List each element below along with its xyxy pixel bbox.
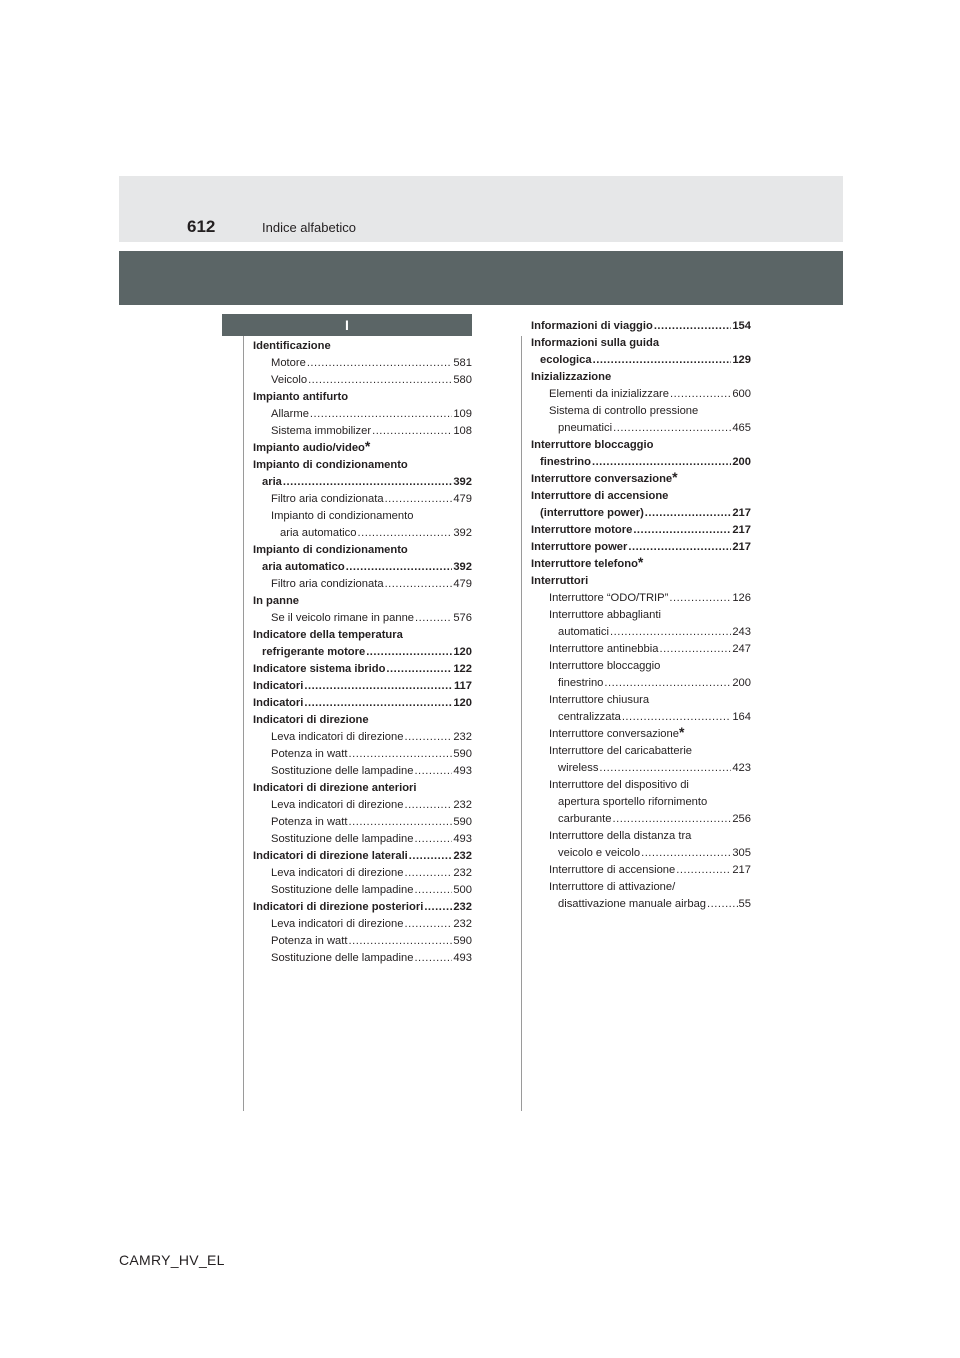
index-entry-page: 590 — [453, 816, 472, 828]
dot-leader — [645, 505, 732, 522]
index-entry-page: 493 — [453, 952, 472, 964]
index-entry-page: 126 — [732, 592, 751, 604]
index-entry — [253, 661, 472, 678]
index-entry-text: Interruttore del dispositivo di — [549, 779, 689, 791]
index-entry-text: Impianto audio/video — [253, 442, 365, 454]
index-entry-page: 232 — [453, 867, 472, 879]
index-entry-text: Sostituzione delle lampadine — [271, 884, 414, 896]
index-entry-text: Interruttore “ODO/TRIP” — [549, 592, 669, 604]
document-code: CAMRY_HV_EL — [119, 1252, 225, 1268]
dot-leader — [707, 896, 738, 913]
dot-leader — [676, 862, 731, 879]
index-column-left — [253, 338, 472, 967]
index-entry-page: 590 — [453, 748, 472, 760]
page-number: 612 — [187, 217, 216, 236]
index-entry-text: Interruttore bloccaggio — [531, 439, 654, 451]
index-entry-text: Interruttore antinebbia — [549, 643, 659, 655]
index-entry — [253, 423, 472, 440]
index-entry-text: Interruttore bloccaggio — [549, 660, 661, 672]
index-entry-text: Indicatori di direzione laterali — [253, 850, 408, 862]
dot-leader — [349, 933, 453, 950]
index-entry-text: Interruttore della distanza tra — [549, 830, 692, 842]
index-entry — [253, 338, 472, 355]
index-entry-text: aria — [262, 476, 282, 488]
dot-leader — [366, 644, 452, 661]
index-entry — [531, 505, 751, 522]
index-entry — [253, 593, 472, 610]
index-column-right — [531, 318, 751, 913]
index-entry-text: Interruttore del caricabatterie — [549, 745, 693, 757]
index-entry — [531, 811, 751, 828]
index-entry-text: Se il veicolo rimane in panne — [271, 612, 415, 624]
index-entry-page: 243 — [732, 626, 751, 638]
dot-leader — [641, 845, 731, 862]
index-entry-text: Informazioni di viaggio — [531, 320, 653, 332]
index-entry — [253, 627, 472, 644]
column-rule-middle — [521, 336, 522, 1111]
index-entry — [531, 624, 751, 641]
dot-leader — [669, 590, 731, 607]
index-entry-page: 217 — [732, 864, 751, 876]
index-entry-text: wireless — [558, 762, 599, 774]
index-entry — [253, 474, 472, 491]
index-entry — [253, 491, 472, 508]
index-entry-page: 129 — [732, 354, 751, 366]
index-letter-heading: I — [222, 314, 472, 336]
index-entry — [531, 760, 751, 777]
index-entry-page: 232 — [453, 850, 472, 862]
index-entry — [531, 709, 751, 726]
index-entry-text: Sistema di controllo pressione — [549, 405, 699, 417]
dot-leader — [304, 695, 452, 712]
index-entry-page: 493 — [453, 833, 472, 845]
index-entry-text: Impianto di condizionamento — [271, 510, 414, 522]
index-entry — [253, 763, 472, 780]
index-entry-text: automatici — [558, 626, 609, 638]
index-entry-page: 465 — [732, 422, 751, 434]
dot-leader — [404, 865, 452, 882]
index-entry — [253, 525, 472, 542]
index-entry — [531, 607, 751, 624]
index-entry-text: Veicolo — [271, 374, 308, 386]
dot-leader — [385, 576, 453, 593]
index-entry-page: 493 — [453, 765, 472, 777]
dot-leader — [599, 760, 731, 777]
index-entry-page: 576 — [453, 612, 472, 624]
index-entry — [253, 780, 472, 797]
index-entry-page: 580 — [453, 374, 472, 386]
index-entry-text: Sostituzione delle lampadine — [271, 833, 414, 845]
index-entry — [531, 896, 751, 913]
index-entry-text: carburante — [558, 813, 612, 825]
index-entry-text: centralizzata — [558, 711, 621, 723]
index-entry-page: 217 — [732, 541, 751, 553]
index-entry-page: 200 — [732, 456, 751, 468]
index-entry — [531, 777, 751, 794]
index-entry-text: aria automatico — [280, 527, 357, 539]
dot-leader — [404, 729, 452, 746]
index-entry — [531, 794, 751, 811]
index-entry: Interruttore conversazione * — [531, 471, 751, 488]
index-entry — [531, 369, 751, 386]
index-entry — [531, 845, 751, 862]
dot-leader — [654, 318, 732, 335]
index-entry: Impianto audio/video * — [253, 440, 472, 457]
index-entry — [531, 386, 751, 403]
index-entry-page: 590 — [453, 935, 472, 947]
index-entry-text: Inizializzazione — [531, 371, 612, 383]
dot-leader — [414, 763, 452, 780]
index-entry-text: Allarme — [271, 408, 309, 420]
dot-leader — [414, 950, 452, 967]
index-entry — [253, 865, 472, 882]
index-entry-text: Informazioni sulla guida — [531, 337, 660, 349]
index-entry-text: Sistema immobilizer — [271, 425, 372, 437]
index-entry-page: 247 — [732, 643, 751, 655]
index-entry — [531, 573, 751, 590]
index-entry-text: Interruttore abbaglianti — [549, 609, 661, 621]
index-entry-text: Impianto di condizionamento — [253, 459, 408, 471]
index-entry-text: Indicatori — [253, 680, 304, 692]
dot-leader — [349, 746, 453, 763]
index-entry-page: 305 — [732, 847, 751, 859]
dot-leader — [659, 641, 731, 658]
index-entry-text: Filtro aria condizionata — [271, 578, 384, 590]
index-entry — [253, 576, 472, 593]
index-entry-page: 217 — [732, 507, 751, 519]
index-entry — [253, 508, 472, 525]
index-entry-page: 479 — [453, 578, 472, 590]
index-entry-text: Sostituzione delle lampadine — [271, 952, 414, 964]
index-entry — [253, 406, 472, 423]
dot-leader — [404, 916, 452, 933]
index-entry-text: disattivazione manuale airbag — [558, 898, 707, 910]
index-entry-text: aria automatico — [262, 561, 345, 573]
index-entry — [531, 488, 751, 505]
index-entry-text: Leva indicatori di direzione — [271, 731, 404, 743]
index-entry: Interruttore telefono * — [531, 556, 751, 573]
index-entry-page: 200 — [732, 677, 751, 689]
index-entry — [253, 712, 472, 729]
index-entry-text: Interruttore conversazione — [549, 728, 679, 740]
index-entry — [253, 831, 472, 848]
index-entry-text: Interruttore power — [531, 541, 628, 553]
index-entry-page: 109 — [453, 408, 472, 420]
index-entry-text: Indicatori di direzione anteriori — [253, 782, 417, 794]
index-entry — [531, 641, 751, 658]
index-entry — [253, 695, 472, 712]
dot-leader — [358, 525, 453, 542]
index-entry-text: veicolo e veicolo — [558, 847, 641, 859]
index-entry-page: 479 — [453, 493, 472, 505]
index-entry — [531, 522, 751, 539]
index-entry — [253, 950, 472, 967]
index-entry-text: Elementi da inizializzare — [549, 388, 670, 400]
index-entry — [253, 746, 472, 763]
index-entry-text: Interruttore motore — [531, 524, 633, 536]
index-entry — [253, 797, 472, 814]
index-entry-text: Indicatori di direzione — [253, 714, 369, 726]
index-entry-text: Interruttore di accensione — [531, 490, 669, 502]
index-entry-text: Indicatori di direzione posteriori — [253, 901, 424, 913]
index-entry-page: 232 — [453, 901, 472, 913]
dot-leader — [622, 709, 732, 726]
index-entry-text: Motore — [271, 357, 306, 369]
index-entry-text: Impianto di condizionamento — [253, 544, 408, 556]
dot-leader — [308, 372, 452, 389]
index-entry-text: Identificazione — [253, 340, 331, 352]
dot-leader — [372, 423, 452, 440]
index-entry-text: refrigerante motore — [262, 646, 366, 658]
dot-leader — [307, 355, 453, 372]
index-entry-text: Interruttori — [531, 575, 589, 587]
index-entry-text: Sostituzione delle lampadine — [271, 765, 414, 777]
index-entry — [531, 743, 751, 760]
index-entry — [253, 644, 472, 661]
index-entry-page: 108 — [453, 425, 472, 437]
index-entry — [253, 372, 472, 389]
index-entry — [253, 882, 472, 899]
index-entry-page: 232 — [453, 799, 472, 811]
index-entry — [253, 729, 472, 746]
dot-leader — [613, 811, 732, 828]
index-entry-page: 117 — [453, 680, 472, 692]
index-entry — [253, 610, 472, 627]
index-entry-page: 500 — [453, 884, 472, 896]
index-entry-page: 600 — [732, 388, 751, 400]
dot-leader — [633, 522, 731, 539]
index-entry — [531, 403, 751, 420]
dot-leader — [409, 848, 453, 865]
header-dark-band — [119, 251, 843, 305]
index-entry-text: Potenza in watt — [271, 816, 348, 828]
section-title: Indice alfabetico — [262, 220, 356, 235]
index-entry-page: 217 — [732, 524, 751, 536]
index-entry-page: 164 — [732, 711, 751, 723]
index-entry-text: Potenza in watt — [271, 748, 348, 760]
index-entry — [253, 355, 472, 372]
dot-leader — [592, 454, 731, 471]
index-entry — [531, 862, 751, 879]
index-entry-text: Leva indicatori di direzione — [271, 799, 404, 811]
index-entry-text: Leva indicatori di direzione — [271, 918, 404, 930]
index-entry — [531, 420, 751, 437]
dot-leader — [415, 610, 452, 627]
index-entry-text: Interruttore di attivazione/ — [549, 881, 676, 893]
index-entry-page: 581 — [453, 357, 472, 369]
dot-leader — [414, 882, 452, 899]
index-entry-text: Impianto antifurto — [253, 391, 349, 403]
index-entry-text: apertura sportello rifornimento — [558, 796, 708, 808]
index-entry — [253, 678, 472, 695]
index-entry — [253, 916, 472, 933]
index-entry — [253, 899, 472, 916]
index-entry — [531, 437, 751, 454]
index-entry — [253, 848, 472, 865]
index-entry-text: Indicatore sistema ibrido — [253, 663, 386, 675]
dot-leader — [404, 797, 452, 814]
index-entry — [531, 675, 751, 692]
index-entry — [531, 879, 751, 896]
index-entry-page: 423 — [732, 762, 751, 774]
index-entry — [253, 933, 472, 950]
index-entry-text: Interruttore conversazione — [531, 473, 673, 485]
dot-leader — [593, 352, 732, 369]
index-entry-text: Indicatori — [253, 697, 304, 709]
index-entry — [531, 454, 751, 471]
index-entry-text: Interruttore telefono — [531, 558, 638, 570]
header-band — [119, 176, 843, 242]
index-entry — [531, 352, 751, 369]
index-entry — [531, 335, 751, 352]
index-entry-text: In panne — [253, 595, 299, 607]
dot-leader — [628, 539, 731, 556]
index-entry-text: Potenza in watt — [271, 935, 348, 947]
dot-leader — [349, 814, 453, 831]
index-entry — [531, 692, 751, 709]
index-entry-text: Filtro aria condizionata — [271, 493, 384, 505]
index-entry-text: pneumatici — [558, 422, 613, 434]
index-entry: Interruttore conversazione * — [531, 726, 751, 743]
dot-leader — [385, 491, 453, 508]
dot-leader — [613, 420, 731, 437]
index-entry — [253, 457, 472, 474]
dot-leader — [386, 661, 452, 678]
index-entry — [531, 590, 751, 607]
index-entry-page: 55 — [738, 898, 751, 910]
index-entry-text: Indicatore della temperatura — [253, 629, 403, 641]
index-entry-page: 120 — [453, 646, 472, 658]
index-entry-page: 232 — [453, 918, 472, 930]
index-entry — [253, 559, 472, 576]
index-entry-text: finestrino — [558, 677, 604, 689]
column-rule-left — [243, 336, 244, 1111]
index-entry-page: 122 — [453, 663, 472, 675]
index-entry-text: ecologica — [540, 354, 592, 366]
index-entry — [253, 389, 472, 406]
index-entry — [531, 318, 751, 335]
dot-leader — [310, 406, 452, 423]
index-entry-text: (interruttore power) — [540, 507, 644, 519]
index-entry-page: 392 — [453, 527, 472, 539]
dot-leader — [610, 624, 731, 641]
index-entry — [531, 658, 751, 675]
index-entry-text: Leva indicatori di direzione — [271, 867, 404, 879]
dot-leader — [670, 386, 731, 403]
index-entry-page: 256 — [732, 813, 751, 825]
index-entry — [253, 542, 472, 559]
dot-leader — [283, 474, 452, 491]
index-entry-page: 120 — [453, 697, 472, 709]
index-entry-page: 232 — [453, 731, 472, 743]
dot-leader — [604, 675, 731, 692]
index-entry-text: Interruttore chiusura — [549, 694, 650, 706]
index-entry-page: 154 — [732, 320, 751, 332]
index-entry — [531, 828, 751, 845]
dot-leader — [424, 899, 452, 916]
index-entry-text: Interruttore di accensione — [549, 864, 676, 876]
index-entry-page: 392 — [453, 476, 472, 488]
dot-leader — [304, 678, 453, 695]
index-entry — [253, 814, 472, 831]
index-entry-text: finestrino — [540, 456, 591, 468]
dot-leader — [346, 559, 453, 576]
index-entry-page: 392 — [453, 561, 472, 573]
dot-leader — [414, 831, 452, 848]
